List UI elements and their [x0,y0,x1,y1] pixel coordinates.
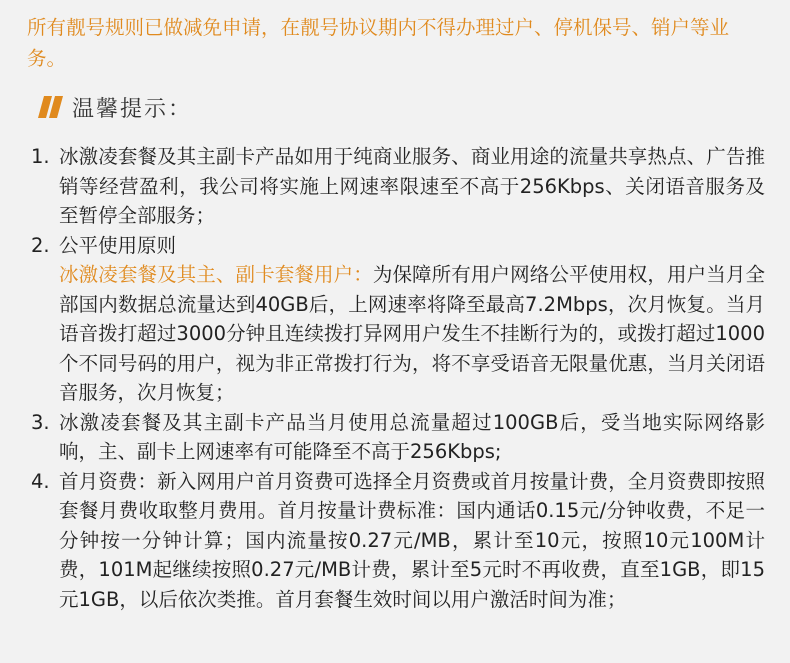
tip-item-1 [31,142,765,231]
tip-number: 4. [31,469,50,493]
tip-number: 3. [31,410,50,434]
tips-heading [38,90,192,124]
tip-text: 冰激凌套餐及其主副卡产品如用于纯商业服务、商业用途的流量共享热点、广告推销等经营盈利，我公司将实施上网速率限速至不高于256Kbps、关闭语音服务及至暂停全部服务； [59,145,765,227]
tip-text: 为保障所有用户网络公平使用权，用户当月全部国内数据总流量达到40GB后，上网速率将降至最高7.2Mbps，次月恢复。当月语音拨打超过3000分钟且连续拨打异网用户发生不挂断行为的，或拨打超过1000个不同号码的用户，视为非正常拨打行为，将不享受语音无限量优惠，当月关闭语音服务，次月恢复； [59,263,765,404]
tip-item-3 [31,408,765,467]
tip-item-2 [31,231,765,408]
tip-body [59,231,765,408]
tips-title: 温馨提示： [72,96,193,122]
tip-text: 首月资费：新入网用户首月资费可选择全月资费或首月按量计费，全月资费即按照套餐月费收取整月费用。首月按量计费标准：国内通话0.15元/分钟收费，不足一分钟按一分钟计算；国内流量按0.27元/MB，累计至10元，按照10元100M计费，101M起继续按照0.27元/MB计费，累计至5元时不再收费，直至1GB，即15元1GB，以后依次类推。首月套餐生效时间以用户激活时间为准； [59,469,765,611]
tip-item-4 [31,467,765,615]
double-slash-icon [38,96,64,118]
tip-text: 冰激凌套餐及其主副卡产品当月使用总流量超过100GB后，受当地实际网络影响，主、副卡上网速率有可能降至不高于256Kbps; [59,410,765,463]
tip-number: 2. [31,233,50,257]
tip-highlight: 冰激凌套餐及其主、副卡套餐用户： [59,263,373,286]
tips-list [31,142,765,614]
notice-text: 所有靓号规则已做减免申请，在靓号协议期内不得办理过户、停机保号、销户等业务。 [27,16,730,70]
tip-number: 1. [31,145,50,168]
tip-title: 公平使用原则 [59,233,177,257]
